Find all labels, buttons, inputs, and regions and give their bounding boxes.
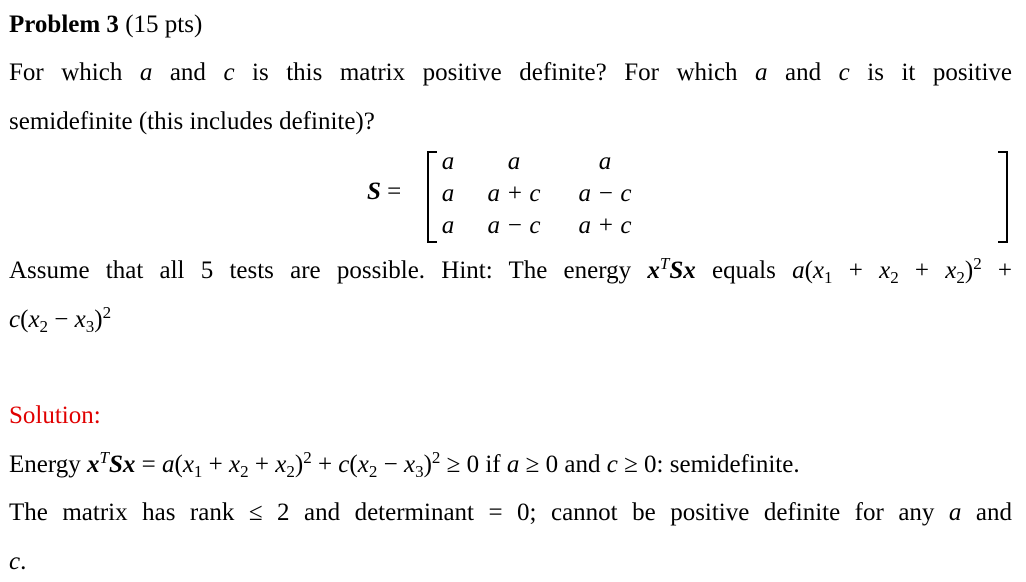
- operator: +: [311, 451, 339, 478]
- right-bracket: [998, 151, 1008, 243]
- equals-word: equals: [711, 257, 776, 284]
- paren: ): [94, 306, 103, 333]
- solution-line-3: [9, 547, 26, 577]
- var-c: c: [606, 451, 618, 478]
- text-span: ≥ 0: semidefinite.: [617, 451, 800, 478]
- text-span: For which: [9, 59, 123, 86]
- text-span: ≥ 0 and: [519, 451, 607, 478]
- subscript: 2: [890, 268, 899, 287]
- question-line-1: [9, 58, 1012, 88]
- problem-heading: [9, 10, 202, 40]
- matrix-cell: a + c: [487, 180, 541, 207]
- var-a: a: [792, 257, 805, 284]
- solution-label: Solution:: [9, 402, 101, 429]
- paren: (: [174, 451, 183, 478]
- period: .: [20, 548, 27, 575]
- operator: +: [248, 451, 276, 478]
- matrix-cell: a − c: [578, 180, 632, 207]
- paren: ): [964, 257, 974, 284]
- matrix-cell: a + c: [578, 212, 632, 239]
- var-c: c: [223, 59, 235, 86]
- paren: (: [20, 306, 29, 333]
- subscript: 1: [824, 268, 833, 287]
- var-c: c: [9, 306, 21, 333]
- subscript: 3: [85, 317, 95, 336]
- var-c: c: [838, 59, 850, 86]
- text-span: and: [785, 59, 822, 86]
- transpose: T: [99, 448, 109, 467]
- var-x: x: [403, 451, 416, 478]
- matrix-cell: a: [598, 148, 612, 175]
- var-a: a: [161, 451, 175, 478]
- var-x: x: [812, 257, 825, 284]
- var-s: S: [669, 257, 684, 284]
- subscript: 2: [39, 317, 49, 336]
- var-x: x: [683, 257, 696, 284]
- problem-points: (15 pts): [125, 11, 203, 38]
- operator: −: [377, 451, 404, 478]
- subscript: 3: [415, 462, 424, 481]
- superscript: 2: [973, 254, 982, 273]
- energy-expression: [647, 254, 696, 284]
- var-x: x: [879, 257, 891, 284]
- paren: ): [294, 451, 304, 478]
- equals-sign: =: [380, 178, 402, 205]
- operator: +: [981, 257, 1013, 284]
- matrix-cell: a − c: [487, 212, 541, 239]
- subscript: 2: [286, 462, 295, 481]
- operator: +: [202, 451, 230, 478]
- text-span: is it positive: [867, 59, 1012, 86]
- text-span: is this matrix positive definite? For which: [252, 59, 738, 86]
- var-x: x: [357, 451, 369, 478]
- matrix-cell: a: [441, 148, 455, 175]
- paren: ): [423, 451, 432, 478]
- solution-line-2: [9, 498, 1012, 528]
- var-a: a: [755, 59, 768, 86]
- var-x: x: [122, 451, 136, 478]
- text-span: ≥ 0 if: [440, 451, 507, 478]
- hint-line-2: [9, 305, 111, 335]
- var-c: c: [338, 451, 350, 478]
- text-span: and: [975, 499, 1013, 526]
- paren: (: [804, 257, 813, 284]
- paren: (: [349, 451, 358, 478]
- text-span: and: [169, 59, 206, 86]
- transpose: T: [659, 254, 670, 273]
- subscript: 2: [956, 268, 965, 287]
- operator: −: [48, 306, 75, 333]
- var-x: x: [87, 451, 100, 478]
- rank-text: The matrix has rank ≤ 2 and determinant = 0; cannot be positive definite for any: [9, 499, 935, 526]
- var-x: x: [182, 451, 194, 478]
- matrix-label: [367, 177, 401, 207]
- matrix-name: S: [367, 178, 381, 205]
- superscript: 2: [102, 303, 112, 322]
- subscript: 2: [368, 462, 378, 481]
- var-a: a: [139, 59, 153, 86]
- var-c: c: [9, 548, 21, 575]
- energy-formula: [792, 254, 1013, 287]
- matrix-cell: a: [441, 180, 455, 207]
- operator: =: [135, 451, 162, 478]
- var-x: x: [28, 306, 40, 333]
- var-x: x: [275, 451, 287, 478]
- superscript: 2: [303, 448, 312, 467]
- var-s: S: [108, 451, 123, 478]
- hint-text: Assume that all 5 tests are possible. Hint: The energy: [9, 257, 632, 284]
- var-x: x: [74, 306, 86, 333]
- hint-line-1: [9, 256, 1012, 286]
- subscript: 2: [240, 462, 249, 481]
- var-a: a: [948, 499, 962, 526]
- superscript: 2: [431, 448, 441, 467]
- var-x: x: [647, 257, 660, 284]
- question-line-2: semidefinite (this includes definite)?: [9, 108, 375, 135]
- solution-line-1: [9, 450, 800, 480]
- var-x: x: [229, 451, 241, 478]
- operator: +: [898, 257, 946, 284]
- matrix-cell: a: [507, 148, 521, 175]
- operator: +: [832, 257, 880, 284]
- subscript: 1: [193, 462, 203, 481]
- var-x: x: [945, 257, 957, 284]
- matrix-cell: a: [441, 212, 455, 239]
- var-a: a: [506, 451, 520, 478]
- energy-word: Energy: [9, 451, 81, 478]
- problem-title: Problem 3: [9, 11, 119, 38]
